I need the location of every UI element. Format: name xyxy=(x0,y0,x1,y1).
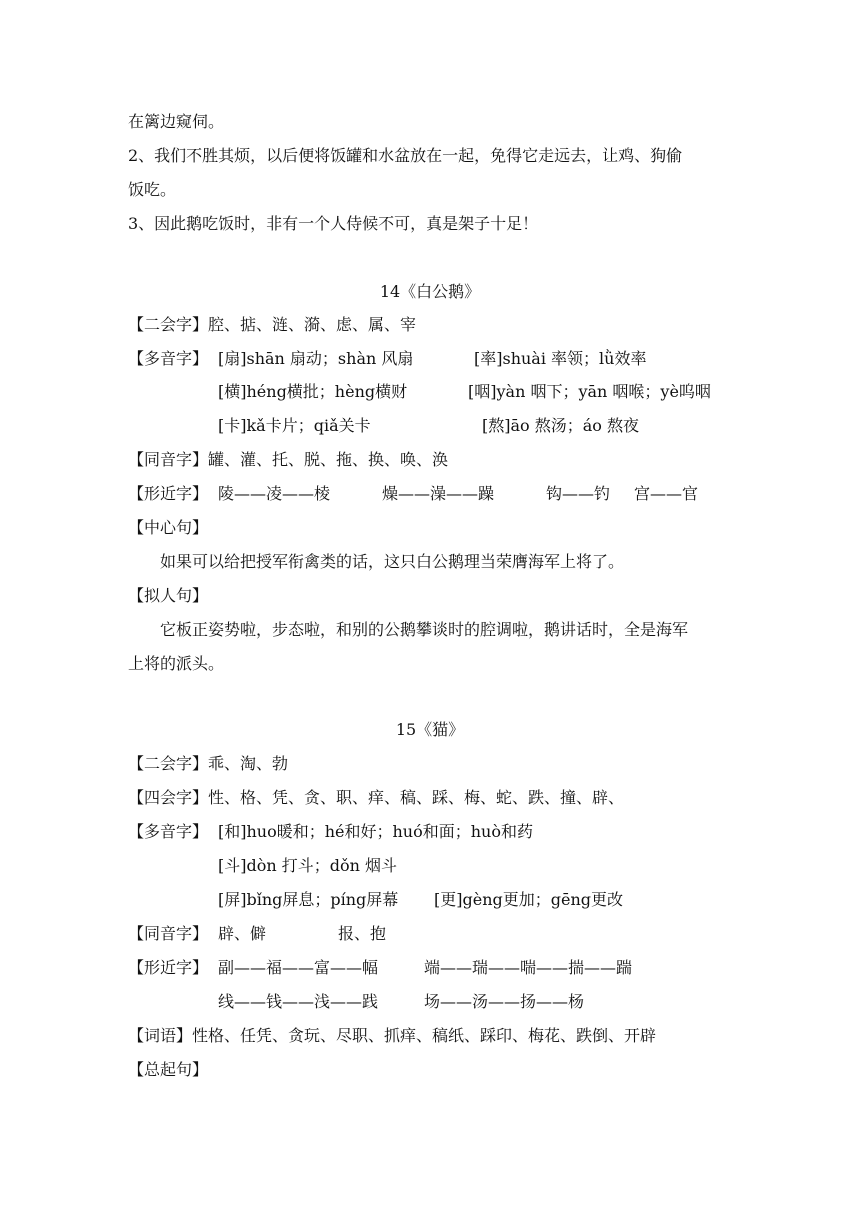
duoyin-item: [率]shuài 率领；lǜ效率 xyxy=(474,349,647,368)
tongyin-text: 罐、灌、托、脱、拖、换、唤、涣 xyxy=(208,450,449,469)
xingjin-row xyxy=(128,483,828,505)
sihui-text: 性、格、凭、贪、职、痒、稿、踩、梅、蛇、跌、撞、辟、 xyxy=(208,788,625,807)
duoyin-row xyxy=(128,381,828,403)
duoyin-item: [和]huo暖和；hé和好；huó和面；huò和药 xyxy=(218,822,533,841)
tongyin-row xyxy=(128,449,448,471)
erhui-text: 乖、淘、勃 xyxy=(208,754,289,773)
duoyin-label: 【多音字】 xyxy=(128,349,209,368)
erhui-text: 腔、掂、涟、漪、虑、属、宰 xyxy=(208,315,417,334)
tongyin-row xyxy=(128,923,828,945)
text-line: 在篱边窥伺。 xyxy=(128,112,225,131)
text-line: 3、因此鹅吃饭时，非有一个人侍候不可，真是架子十足！ xyxy=(128,214,539,233)
xingjin-item: 副——福——富——幅 xyxy=(218,958,379,977)
erhui-label: 【二会字】 xyxy=(128,315,209,334)
duoyin-label: 【多音字】 xyxy=(128,822,209,841)
xingjin-item: 线——钱——浅——践 xyxy=(218,992,379,1011)
xingjin-row xyxy=(128,991,828,1013)
xingjin-item: 燥——澡——躁 xyxy=(382,484,495,503)
sihui-row xyxy=(128,787,624,809)
duoyin-item: [横]héng横批；hèng横财 xyxy=(218,382,408,401)
tongyin-item: 报、抱 xyxy=(338,924,387,943)
text-line: 饭吃。 xyxy=(128,180,177,199)
duoyin-item: [卡]kǎ卡片；qiǎ关卡 xyxy=(218,416,371,435)
section-14-title: 14《白公鹅》 xyxy=(379,282,481,301)
niren-text: 上将的派头。 xyxy=(128,654,225,673)
ciyu-row xyxy=(128,1025,656,1047)
zhongxin-text: 如果可以给把授军衔禽类的话，这只白公鹅理当荣膺海军上将了。 xyxy=(160,552,625,571)
erhui-row xyxy=(128,314,416,336)
erhui-row xyxy=(128,753,288,775)
tongyin-label: 【同音字】 xyxy=(128,450,209,469)
xingjin-item: 场——汤——扬——杨 xyxy=(424,992,585,1011)
niren-label: 【拟人句】 xyxy=(128,586,209,605)
duoyin-item: [屏]bǐng屏息；píng屏幕 xyxy=(218,890,399,909)
xingjin-item: 端——瑞——喘——揣——踹 xyxy=(424,958,633,977)
erhui-label: 【二会字】 xyxy=(128,754,209,773)
sihui-label: 【四会字】 xyxy=(128,788,209,807)
duoyin-item: [扇]shān 扇动；shàn 风扇 xyxy=(218,349,414,368)
duoyin-item: [咽]yàn 咽下；yān 咽喉；yè呜咽 xyxy=(468,382,711,401)
ciyu-label: 【词语】 xyxy=(128,1026,193,1045)
xingjin-label: 【形近字】 xyxy=(128,958,209,977)
duoyin-item: [斗]dòn 打斗；dǒn 烟斗 xyxy=(218,856,398,875)
xingjin-item: 陵——凌——棱 xyxy=(218,484,331,503)
zhongxin-label: 【中心句】 xyxy=(128,518,209,537)
section-15-title: 15《猫》 xyxy=(395,720,465,739)
xingjin-row xyxy=(128,957,828,979)
tongyin-label: 【同音字】 xyxy=(128,924,209,943)
zongqi-label: 【总起句】 xyxy=(128,1060,209,1079)
duoyin-row xyxy=(128,821,828,843)
duoyin-row xyxy=(128,889,828,911)
xingjin-label: 【形近字】 xyxy=(128,484,209,503)
tongyin-item: 辟、僻 xyxy=(218,924,267,943)
xingjin-item: 宫——官 xyxy=(634,484,699,503)
duoyin-item: [熬]āo 熬汤；áo 熬夜 xyxy=(482,416,640,435)
duoyin-row xyxy=(128,855,828,877)
ciyu-text: 性格、任凭、贪玩、尽职、抓痒、稿纸、踩印、梅花、跌倒、开辟 xyxy=(192,1026,657,1045)
duoyin-row xyxy=(128,348,828,370)
duoyin-row xyxy=(128,415,828,437)
xingjin-item: 钩——钓 xyxy=(546,484,611,503)
text-line: 2、我们不胜其烦，以后便将饭罐和水盆放在一起，免得它走远去，让鸡、狗偷 xyxy=(128,146,683,165)
niren-text: 它板正姿势啦，步态啦，和别的公鹅攀谈时的腔调啦，鹅讲话时，全是海军 xyxy=(160,620,689,639)
duoyin-item: [更]gèng更加；gēng更改 xyxy=(434,890,624,909)
